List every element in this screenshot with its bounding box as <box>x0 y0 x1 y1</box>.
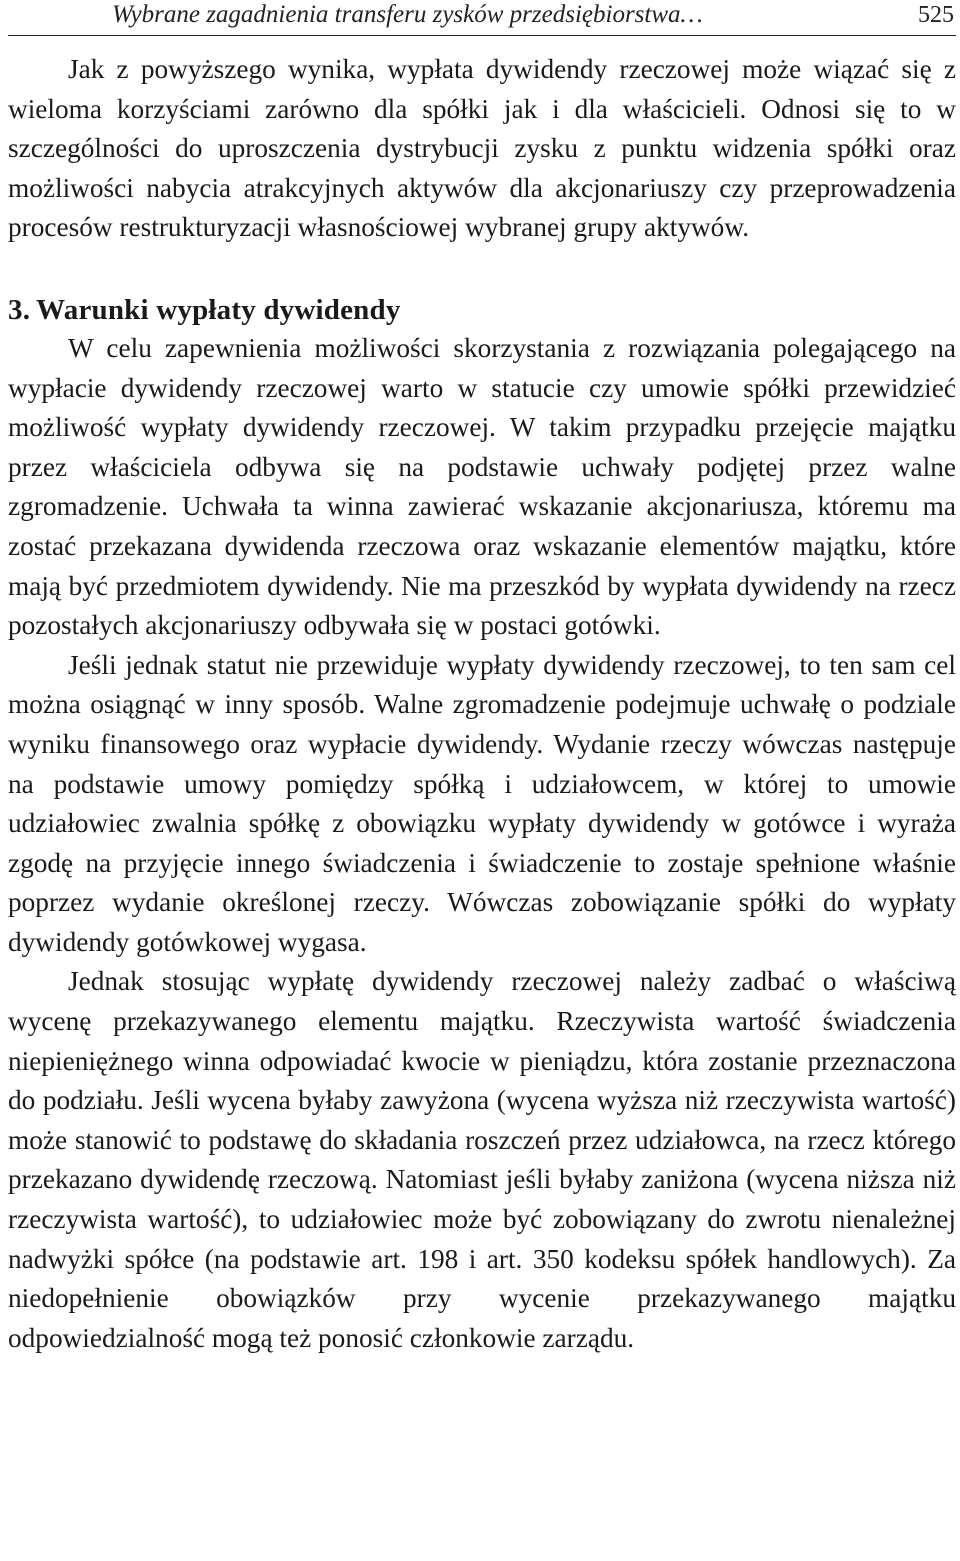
intro-paragraph: Jak z powyższego wynika, wypłata dywidendy rzeczowej może wiązać się z wieloma korzyściami zarówno dla spółki jak i dla właścicieli. Odnosi się to w szczególności do uproszczenia dystrybucji zysku z punktu widzenia spółki oraz możliwości nabycia atrakcyjnych aktywów dla akcjonariuszy czy przeprowadzenia procesów restrukturyzacji własnościowej wybranej grupy aktywów. <box>8 54 956 243</box>
section-number: 3. <box>8 293 31 326</box>
document-body <box>8 50 956 1358</box>
document-page <box>8 0 956 1561</box>
section-paragraph: Jednak stosując wypłatę dywidendy rzeczowej należy zadbać o właściwą wycenę przekazywanego elementu majątku. Rzeczywista wartość świadczenia niepieniężnego winna odpowiadać kwocie w pieniądzu, która zostanie przeznaczona do podziału. Jeśli wycena byłaby zawyżona (wycena wyższa niż rzeczywista wartość) może stanowić to podstawę do składania roszczeń przez udziałowca, na rzecz którego przekazano dywidendę rzeczową. Natomiast jeśli byłaby zaniżona (wycena niższa niż rzeczywista wartość), to udziałowiec może być zobowiązany do zwrotu nienależnej nadwyżki spółce (na podstawie art. 198 i art. 350 kodeksu spółek handlowych). Za niedopełnienie obowiązków przy wycenie przekazywanego majątku odpowiedzialność mogą też ponosić członkowie zarządu. <box>8 966 956 1353</box>
running-title: Wybrane zagadnienia transferu zysków przedsiębiorstwa… <box>112 1 703 28</box>
running-header <box>8 0 956 36</box>
page-number: 525 <box>918 2 954 28</box>
section-paragraph: W celu zapewnienia możliwości skorzystania z rozwiązania polegającego na wypłacie dywidendy rzeczowej warto w statucie czy umowie spółki przewidzieć możliwość wypłaty dywidendy rzeczowej. W takim przypadku przejęcie majątku przez właściciela odbywa się na podstawie uchwały podjętej przez walne zgromadzenie. Uchwała ta winna zawierać wskazanie akcjonariusza, któremu ma zostać przekazana dywidenda rzeczowa oraz wskazanie elementów majątku, które mają być przedmiotem dywidendy. Nie ma przeszkód by wypłata dywidendy na rzecz pozostałych akcjonariuszy odbywała się w postaci gotówki. <box>8 332 956 641</box>
section-paragraph: Jeśli jednak statut nie przewiduje wypłaty dywidendy rzeczowej, to ten sam cel można osiągnąć w inny sposób. Walne zgromadzenie podejmuje uchwałę o podziale wyniku finansowego oraz wypłacie dywidendy. Wydanie rzeczy wówczas następuje na podstawie umowy pomiędzy spółką i udziałowcem, w której to umowie udziałowiec zwalnia spółkę z obowiązku wypłaty dywidendy w gotówce i wyraża zgodę na przyjęcie innego świadczenia i świadczenie to zostaje spełnione właśnie poprzez wydanie określonej rzeczy. Wówczas zobowiązanie spółki do wypłaty dywidendy gotówkowej wygasa. <box>8 649 956 957</box>
section-heading <box>8 248 956 329</box>
section-title: Warunki wypłaty dywidendy <box>36 293 401 326</box>
